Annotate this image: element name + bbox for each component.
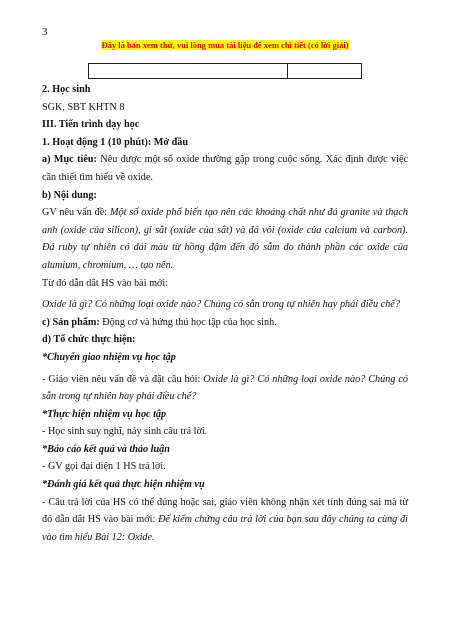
step1-title: *Chuyển giao nhiệm vụ học tập — [42, 351, 176, 363]
step1-paragraph — [42, 371, 408, 406]
content-paragraph — [42, 204, 408, 274]
step4-paragraph — [42, 494, 408, 547]
section-heading: III. Tiến trình dạy học — [42, 119, 140, 131]
product-text: Động cơ và hứng thú học tập của học sinh. — [99, 316, 277, 328]
hs-text: SGK, SBT KHTN 8 — [42, 101, 125, 113]
content-lead: GV nêu vấn đề: — [42, 207, 111, 219]
table-divider — [287, 64, 288, 78]
preview-banner — [0, 40, 450, 50]
product-label: c) Sản phẩm: — [42, 316, 100, 328]
content-lead2: Từ đó dẫn dắt HS vào bài mới: — [42, 277, 169, 289]
product-paragraph — [42, 314, 408, 332]
document-body — [42, 81, 408, 546]
hs-heading: 2. Học sinh — [42, 84, 91, 95]
step4-text: - Câu trả lời của HS có thể đúng hoặc sai, giáo viên không nhận xét tính đúng sai mà từ đó dẫn dắt HS vào bài mới: — [42, 496, 408, 526]
step4-italic: Để kiểm chứng câu trả lời của bạn sau đây chúng ta cùng đi vào tìm hiểu Bài 12: Oxide. — [42, 514, 408, 543]
step3-text: - GV gọi đại diện 1 HS trả lời. — [42, 461, 166, 473]
content-question: Oxide là gì? Có những loại oxide nào? Chúng có sẵn trong tự nhiên hay phải điều chế? — [42, 299, 400, 311]
step4-title: *Đánh giá kết quả thực hiện nhiệm vụ — [42, 479, 205, 491]
content-label: b) Nội dung: — [42, 189, 97, 201]
objective-paragraph — [42, 151, 408, 186]
step2-title: *Thực hiện nhiệm vụ học tập — [42, 408, 167, 420]
step3-title: *Báo cáo kết quả và thảo luận — [42, 443, 170, 455]
preview-banner-text: Đây là bản xem thử, vui lòng mua tài liệu để xem chi tiết (có lời giải) — [101, 40, 349, 50]
objective-text: Nêu được một số oxide thường gặp trong cuộc sống. Xác định được việc cần thiết tìm hiểu về oxide. — [42, 154, 408, 183]
objective-label: a) Mục tiêu: — [42, 154, 97, 166]
content-italic: Một số oxide phổ biến tạo nên các khoáng chất như đá granite và thạch anh (oxide của silicon), gỉ sắt (oxide của sắt) và đá vôi (oxide của calcium và carbon). Đá ruby tự nhiên có dải màu từ hồng đậm đến đỏ sẫm do thành phần các oxide của alumium, chromium, … tạo nên. — [42, 207, 408, 271]
step2-text: - Học sinh suy nghĩ, nảy sinh câu trả lời. — [42, 426, 208, 438]
activity-heading: 1. Hoạt động 1 (10 phút): Mở đầu — [42, 136, 189, 148]
organization-label: d) Tổ chức thực hiện: — [42, 334, 136, 346]
page-number: 3 — [42, 26, 48, 38]
step1-text: - Giáo viên nêu vấn đề và đặt câu hỏi: — [42, 373, 204, 385]
table-fragment — [88, 63, 362, 79]
step1-question: Oxide là gì? Có những loại oxide nào? Chúng có sẵn trong tự nhiên hay phải điều chế? — [42, 373, 408, 403]
